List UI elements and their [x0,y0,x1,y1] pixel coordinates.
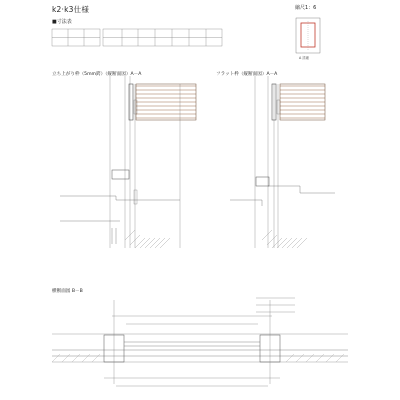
section-raised-frame [60,76,196,248]
section-title-raised-frame: 立ち上がり枠（5mm鍔）（縦断面図）A－A [52,72,142,77]
sheet-title: k2·k3仕様 [52,5,90,14]
section-title-flat-frame: フラット枠（縦断面図）A－A [216,72,278,77]
section-flat-frame [230,76,335,248]
door-detail-box [296,18,320,53]
scale-label: 縮尺1：6 [295,5,317,11]
section-horizontal [52,298,348,386]
section-title-horizontal: 横断面図 B－B [52,289,83,294]
dimension-table [52,29,222,46]
dimension-table-heading: ■寸法表 [52,19,72,25]
detail-box-caption: A 詳細 [299,56,309,60]
